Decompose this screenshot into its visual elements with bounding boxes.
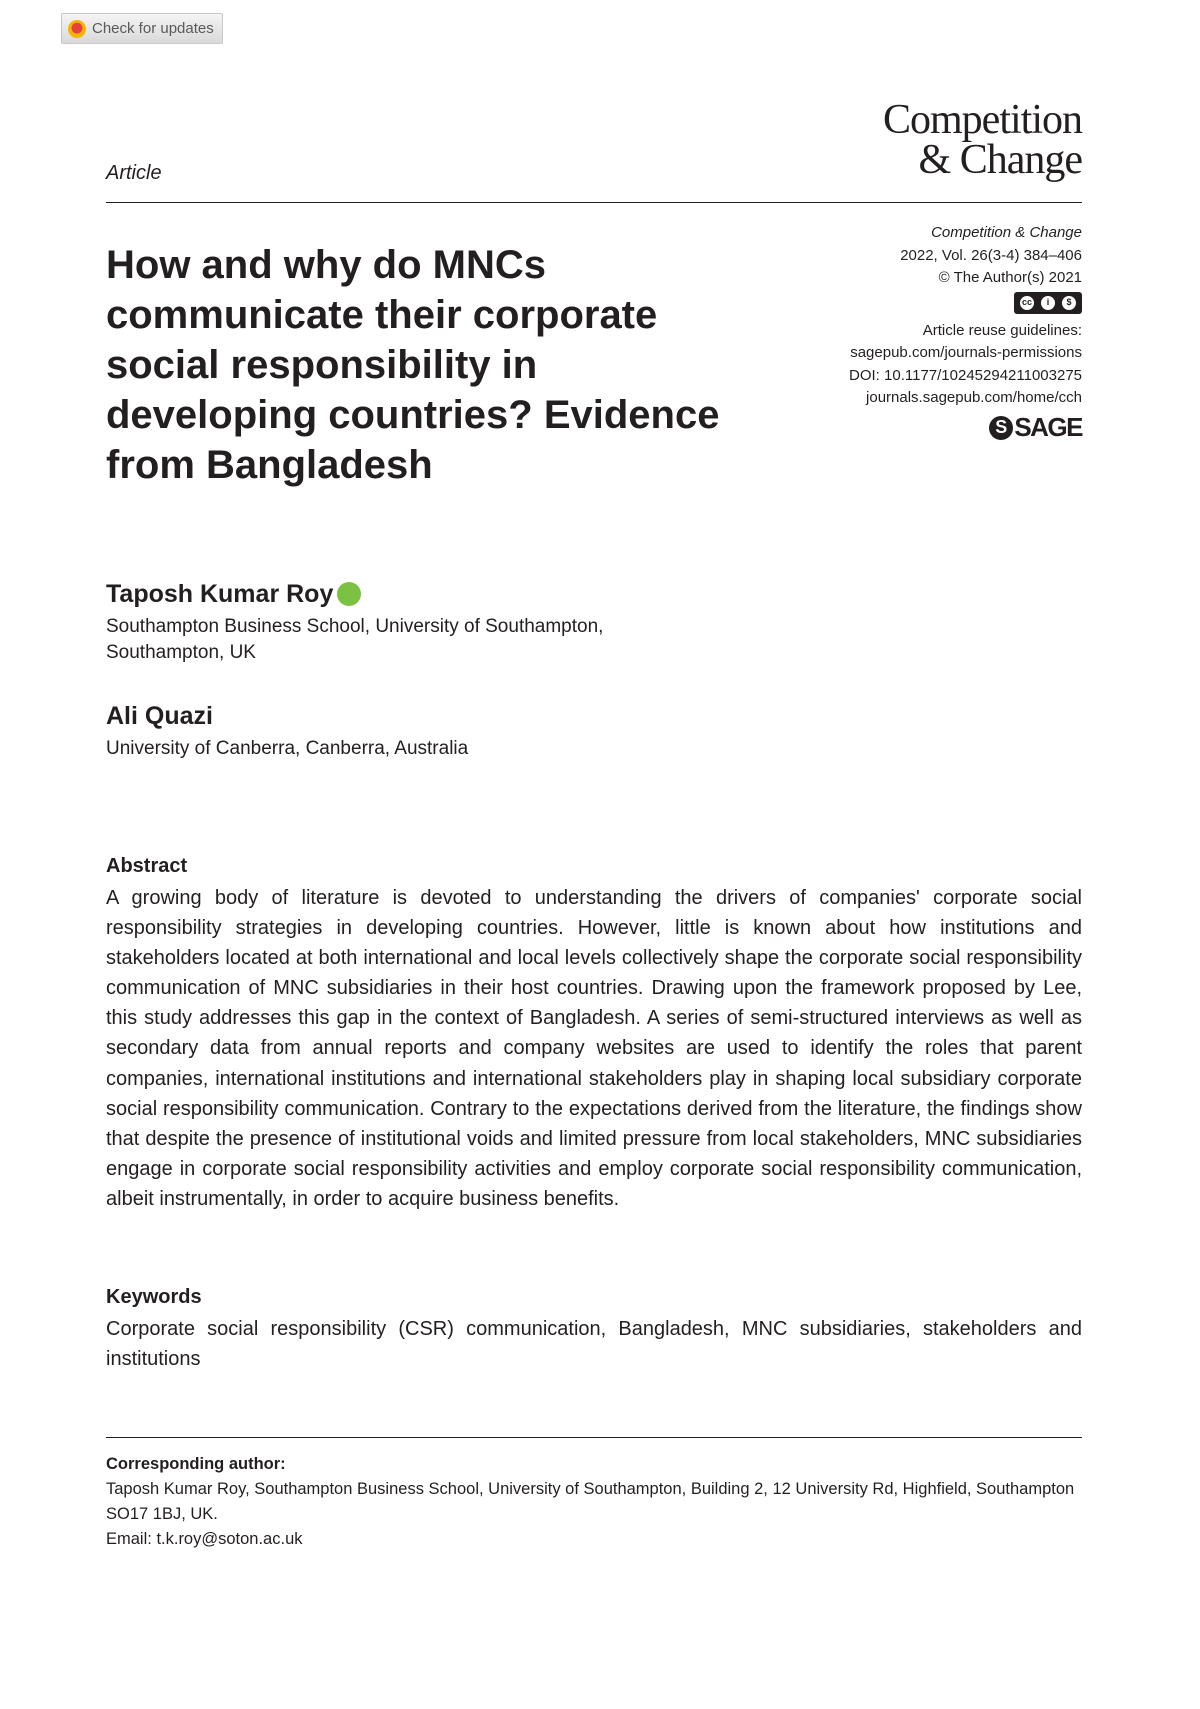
check-for-updates-button[interactable]	[61, 13, 223, 44]
author-block	[106, 578, 666, 666]
keywords-text: Corporate social responsibility (CSR) communication, Bangladesh, MNC subsidiaries, stakeholders and institutions	[106, 1318, 1082, 1371]
author-affiliation: Southampton Business School, University of Southampton, Southampton, UK	[106, 616, 604, 663]
journal-logo	[883, 97, 1082, 183]
journal-logo-line1: Competition	[883, 97, 1082, 143]
orcid-icon[interactable]	[337, 582, 361, 606]
by-icon: i	[1039, 294, 1057, 312]
meta-copyright: © The Author(s) 2021	[938, 269, 1082, 286]
footnote-divider	[106, 1437, 1082, 1438]
meta-reuse-label: Article reuse guidelines:	[922, 321, 1082, 339]
author-name: Taposh Kumar Roy	[106, 580, 334, 608]
journal-logo-line2: & Change	[918, 137, 1082, 183]
check-for-updates-label: Check for updates	[92, 20, 214, 37]
crossmark-icon	[68, 20, 86, 38]
corresponding-email-line	[106, 1527, 1096, 1552]
header-divider	[106, 202, 1082, 203]
meta-journal: Competition & Change	[931, 224, 1082, 241]
abstract-heading: Abstract	[106, 855, 188, 877]
corresponding-address: Taposh Kumar Roy, Southampton Business School, University of Southampton, Building 2, 12 University Rd, Highfield, Southampton SO17 1BJ, UK.	[106, 1480, 1075, 1523]
corresponding-author	[106, 1452, 1096, 1552]
author-name: Ali Quazi	[106, 702, 213, 730]
sage-logo-text: SAGE	[1014, 412, 1082, 443]
cc-icon: cc	[1018, 294, 1036, 312]
article-type-label: Article	[106, 162, 162, 184]
sage-logo-mark-icon: S	[989, 416, 1013, 440]
journal-home-link[interactable]: journals.sagepub.com/home/cch	[866, 389, 1082, 406]
author-block	[106, 700, 468, 762]
email-link[interactable]: t.k.roy@soton.ac.uk	[156, 1530, 303, 1548]
keywords-heading: Keywords	[106, 1286, 202, 1308]
article-title: How and why do MNCs communicate their corporate social responsibility in developing countries? Evidence from Bangladesh	[106, 243, 720, 487]
nc-icon: $	[1060, 294, 1078, 312]
doi-link[interactable]: DOI: 10.1177/10245294211003275	[849, 366, 1082, 384]
publication-metadata	[802, 222, 1082, 441]
corresponding-label: Corresponding author:	[106, 1455, 286, 1473]
cc-license-badge[interactable]	[1014, 292, 1082, 314]
meta-volume: 2022, Vol. 26(3-4) 384–406	[900, 246, 1082, 264]
author-affiliation: University of Canberra, Canberra, Australia	[106, 738, 469, 759]
abstract-text: A growing body of literature is devoted to understanding the drivers of companies' corporate social responsibility strategies in developing countries. However, little is known about how institutions and stakeholders located at both international and local levels collectively shape the corporate social responsibility communication of MNC subsidiaries in their host countries. Drawing upon the framework proposed by Lee, this study addresses this gap in the context of Bangladesh. A series of semi-structured interviews as well as secondary data from annual reports and company websites are used to identify the roles that parent companies, international institutions and international stakeholders play in shaping local subsidiary corporate social responsibility communication. Contrary to the expectations derived from the literature, the findings show that despite the presence of institutional voids and limited pressure from local stakeholders, MNC subsidiaries engage in corporate social responsibility activities and employ corporate social responsibility communication, albeit instrumentally, in order to acquire business benefits.	[106, 887, 1082, 1210]
sage-logo	[989, 412, 1082, 443]
reuse-guidelines-link[interactable]: sagepub.com/journals-permissions	[850, 344, 1082, 361]
email-label: Email:	[106, 1530, 152, 1548]
